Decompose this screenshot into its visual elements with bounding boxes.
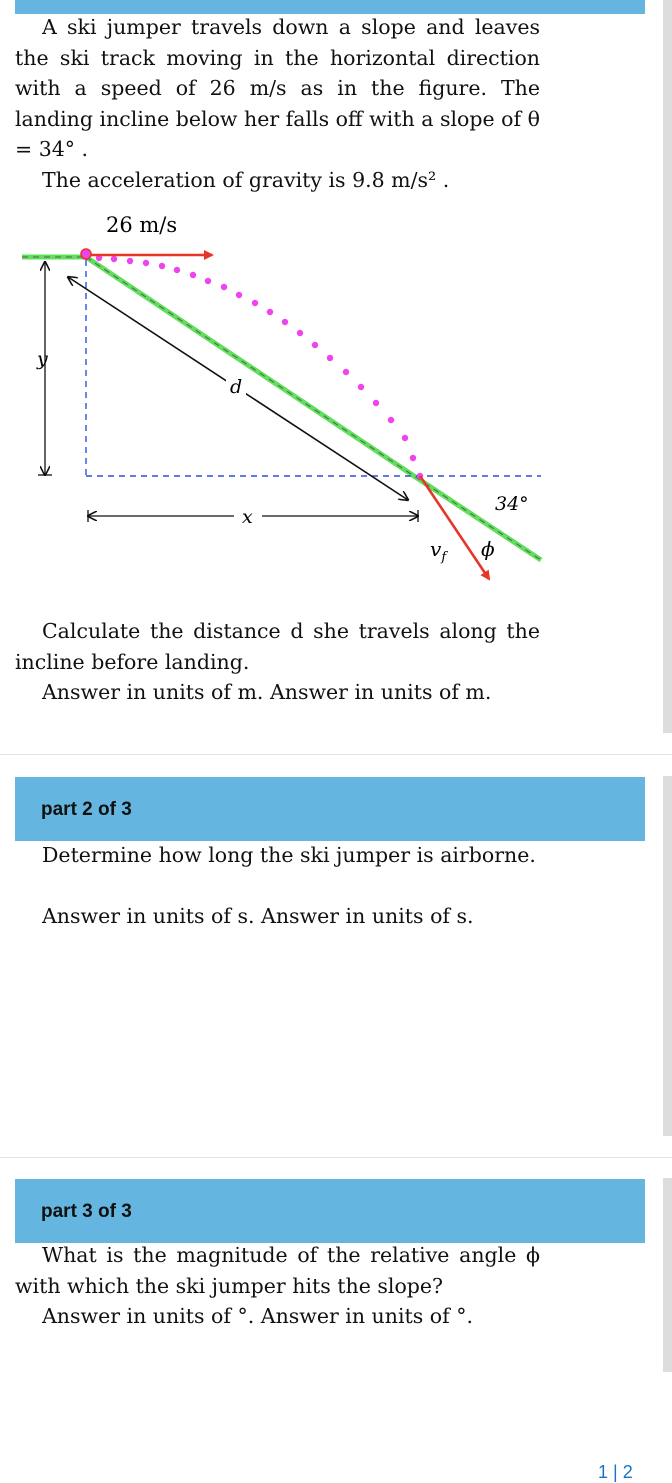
ski-jump-figure (0, 200, 560, 600)
part1-answer-units: Answer in units of m. Answer in units of m. (42, 680, 492, 704)
scrollbar-part2[interactable] (663, 776, 672, 1136)
problem-intro: A ski jumper travels down a slope and leaves the ski track moving in the horizontal direction with a speed of 26 m/s as in the figure. The landing incline below her falls off with a slope of θ = 34° . (15, 15, 540, 161)
pagination[interactable]: 1 | 2 (598, 1462, 633, 1482)
section-divider-2 (0, 1157, 672, 1158)
scrollbar-part3[interactable] (663, 1178, 672, 1372)
part2-header-label: part 2 of 3 (41, 799, 132, 820)
takeoff-point (81, 249, 91, 259)
part3-answer-units: Answer in units of °. Answer in units of °. (42, 1304, 474, 1328)
part2-answer-units: Answer in units of s. Answer in units of s. (42, 904, 474, 928)
d-label: d (230, 376, 243, 398)
part2-question: Determine how long the ski jumper is airborne. (42, 843, 536, 867)
speed-label: 26 m/s (106, 213, 178, 237)
part3-question: What is the magnitude of the relative angle ϕ with which the ski jumper hits the slope? (15, 1243, 540, 1298)
part1-question: Calculate the distance d she travels along the incline before landing. (15, 619, 540, 674)
vf-label: $v_f$ (430, 537, 447, 565)
scrollbar-part1[interactable] (663, 0, 672, 733)
angle-label: 34° (495, 493, 529, 515)
part3-header (15, 1179, 645, 1243)
final-velocity-arrow (420, 476, 489, 579)
y-label: y (37, 348, 48, 370)
gravity-text: The acceleration of gravity is 9.8 m/s² . (42, 168, 450, 192)
phi-label: ϕ (481, 537, 495, 561)
ski-slope (22, 257, 541, 560)
part3-header-label: part 3 of 3 (41, 1201, 132, 1222)
part2-header (15, 777, 645, 841)
x-label: x (242, 506, 253, 528)
section-divider-1 (0, 754, 672, 755)
